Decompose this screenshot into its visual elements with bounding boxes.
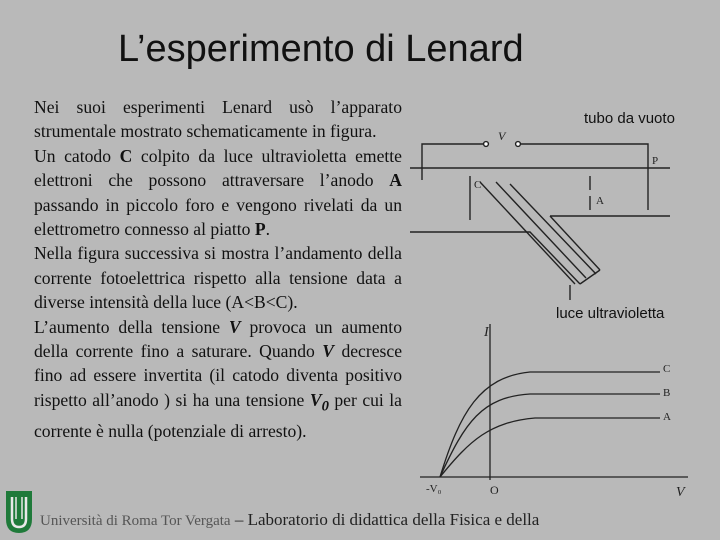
plate-label: P (652, 155, 659, 167)
text-segment: Un catodo (34, 145, 120, 166)
tube-window (580, 270, 600, 284)
body-paragraph (34, 95, 402, 144)
curve-c (440, 372, 660, 477)
text-segment: Nei suoi esperimenti Lenard usò l’apparato strumentale mostrato schematicamente in figura. (34, 97, 402, 142)
text-segment: colpito da luce ultravioletta emette elettroni che possono attraversare l’anodo (34, 145, 402, 191)
curve-a-label: A (663, 411, 671, 423)
apparatus-diagram (410, 120, 710, 310)
curve-a (440, 418, 660, 477)
university-logo (4, 489, 34, 535)
circuit-wire-left (422, 144, 484, 180)
origin-label: O (490, 483, 499, 497)
uv-label: luce ultravioletta (556, 305, 665, 322)
body-paragraph (34, 144, 402, 242)
voltage-label: V (498, 129, 506, 143)
text-segment: provoca un aumento della corrente fino a saturare. Quando (34, 316, 402, 362)
uv-ray-2 (496, 182, 586, 278)
text-segment: V (322, 341, 335, 362)
terminal-right (516, 142, 521, 147)
text-segment: passando in piccolo foro e vengono rivelati da un elettrometro connesso al piatto (34, 194, 402, 240)
body-text (34, 95, 402, 443)
text-segment: V (309, 389, 322, 410)
footer (40, 510, 539, 530)
footer-course: Laboratorio di didattica della Fisica e della (247, 510, 540, 529)
text-segment: C (119, 145, 133, 166)
x-axis-label: V (676, 485, 685, 500)
cathode-label: C (474, 179, 482, 191)
anode-label: A (596, 195, 604, 207)
tube-label: tubo da vuoto (584, 110, 675, 127)
text-segment: 0 (321, 398, 329, 415)
uv-ray-1 (480, 182, 575, 284)
footer-separator: – (234, 510, 244, 529)
text-segment: per cui la corrente è nulla (potenziale di arresto). (34, 389, 402, 441)
text-segment: . (265, 219, 270, 240)
text-segment: P (254, 219, 266, 240)
body-paragraph (34, 241, 402, 314)
curve-c-label: C (663, 363, 671, 375)
text-segment: V (228, 316, 241, 337)
text-segment: L’aumento della tensione (34, 316, 229, 337)
terminal-left (484, 142, 489, 147)
body-paragraph (34, 315, 402, 444)
stopping-potential-label: -V₀ (426, 483, 442, 495)
text-segment: Nella figura successiva si mostra l’andamento della corrente fotoelettrica rispetto alla tensione data a diverse intensità della luce (A<B<C). (34, 243, 402, 313)
tube-neck-right (550, 216, 600, 270)
tube-bottom-left (410, 232, 580, 284)
text-segment: decresce fino ad essere invertita (il catodo diventa positivo rispetto all’anodo ) si ha una tensione (34, 341, 402, 410)
slide-title: L’esperimento di Lenard (118, 28, 524, 70)
y-axis-label: I (484, 325, 489, 340)
footer-university: Università di Roma Tor Vergata (40, 513, 231, 529)
current-voltage-graph (420, 322, 710, 512)
curve-b-label: B (663, 387, 671, 399)
circuit-wire-right (520, 144, 648, 168)
text-segment: A (389, 170, 402, 191)
curve-b (440, 394, 660, 477)
